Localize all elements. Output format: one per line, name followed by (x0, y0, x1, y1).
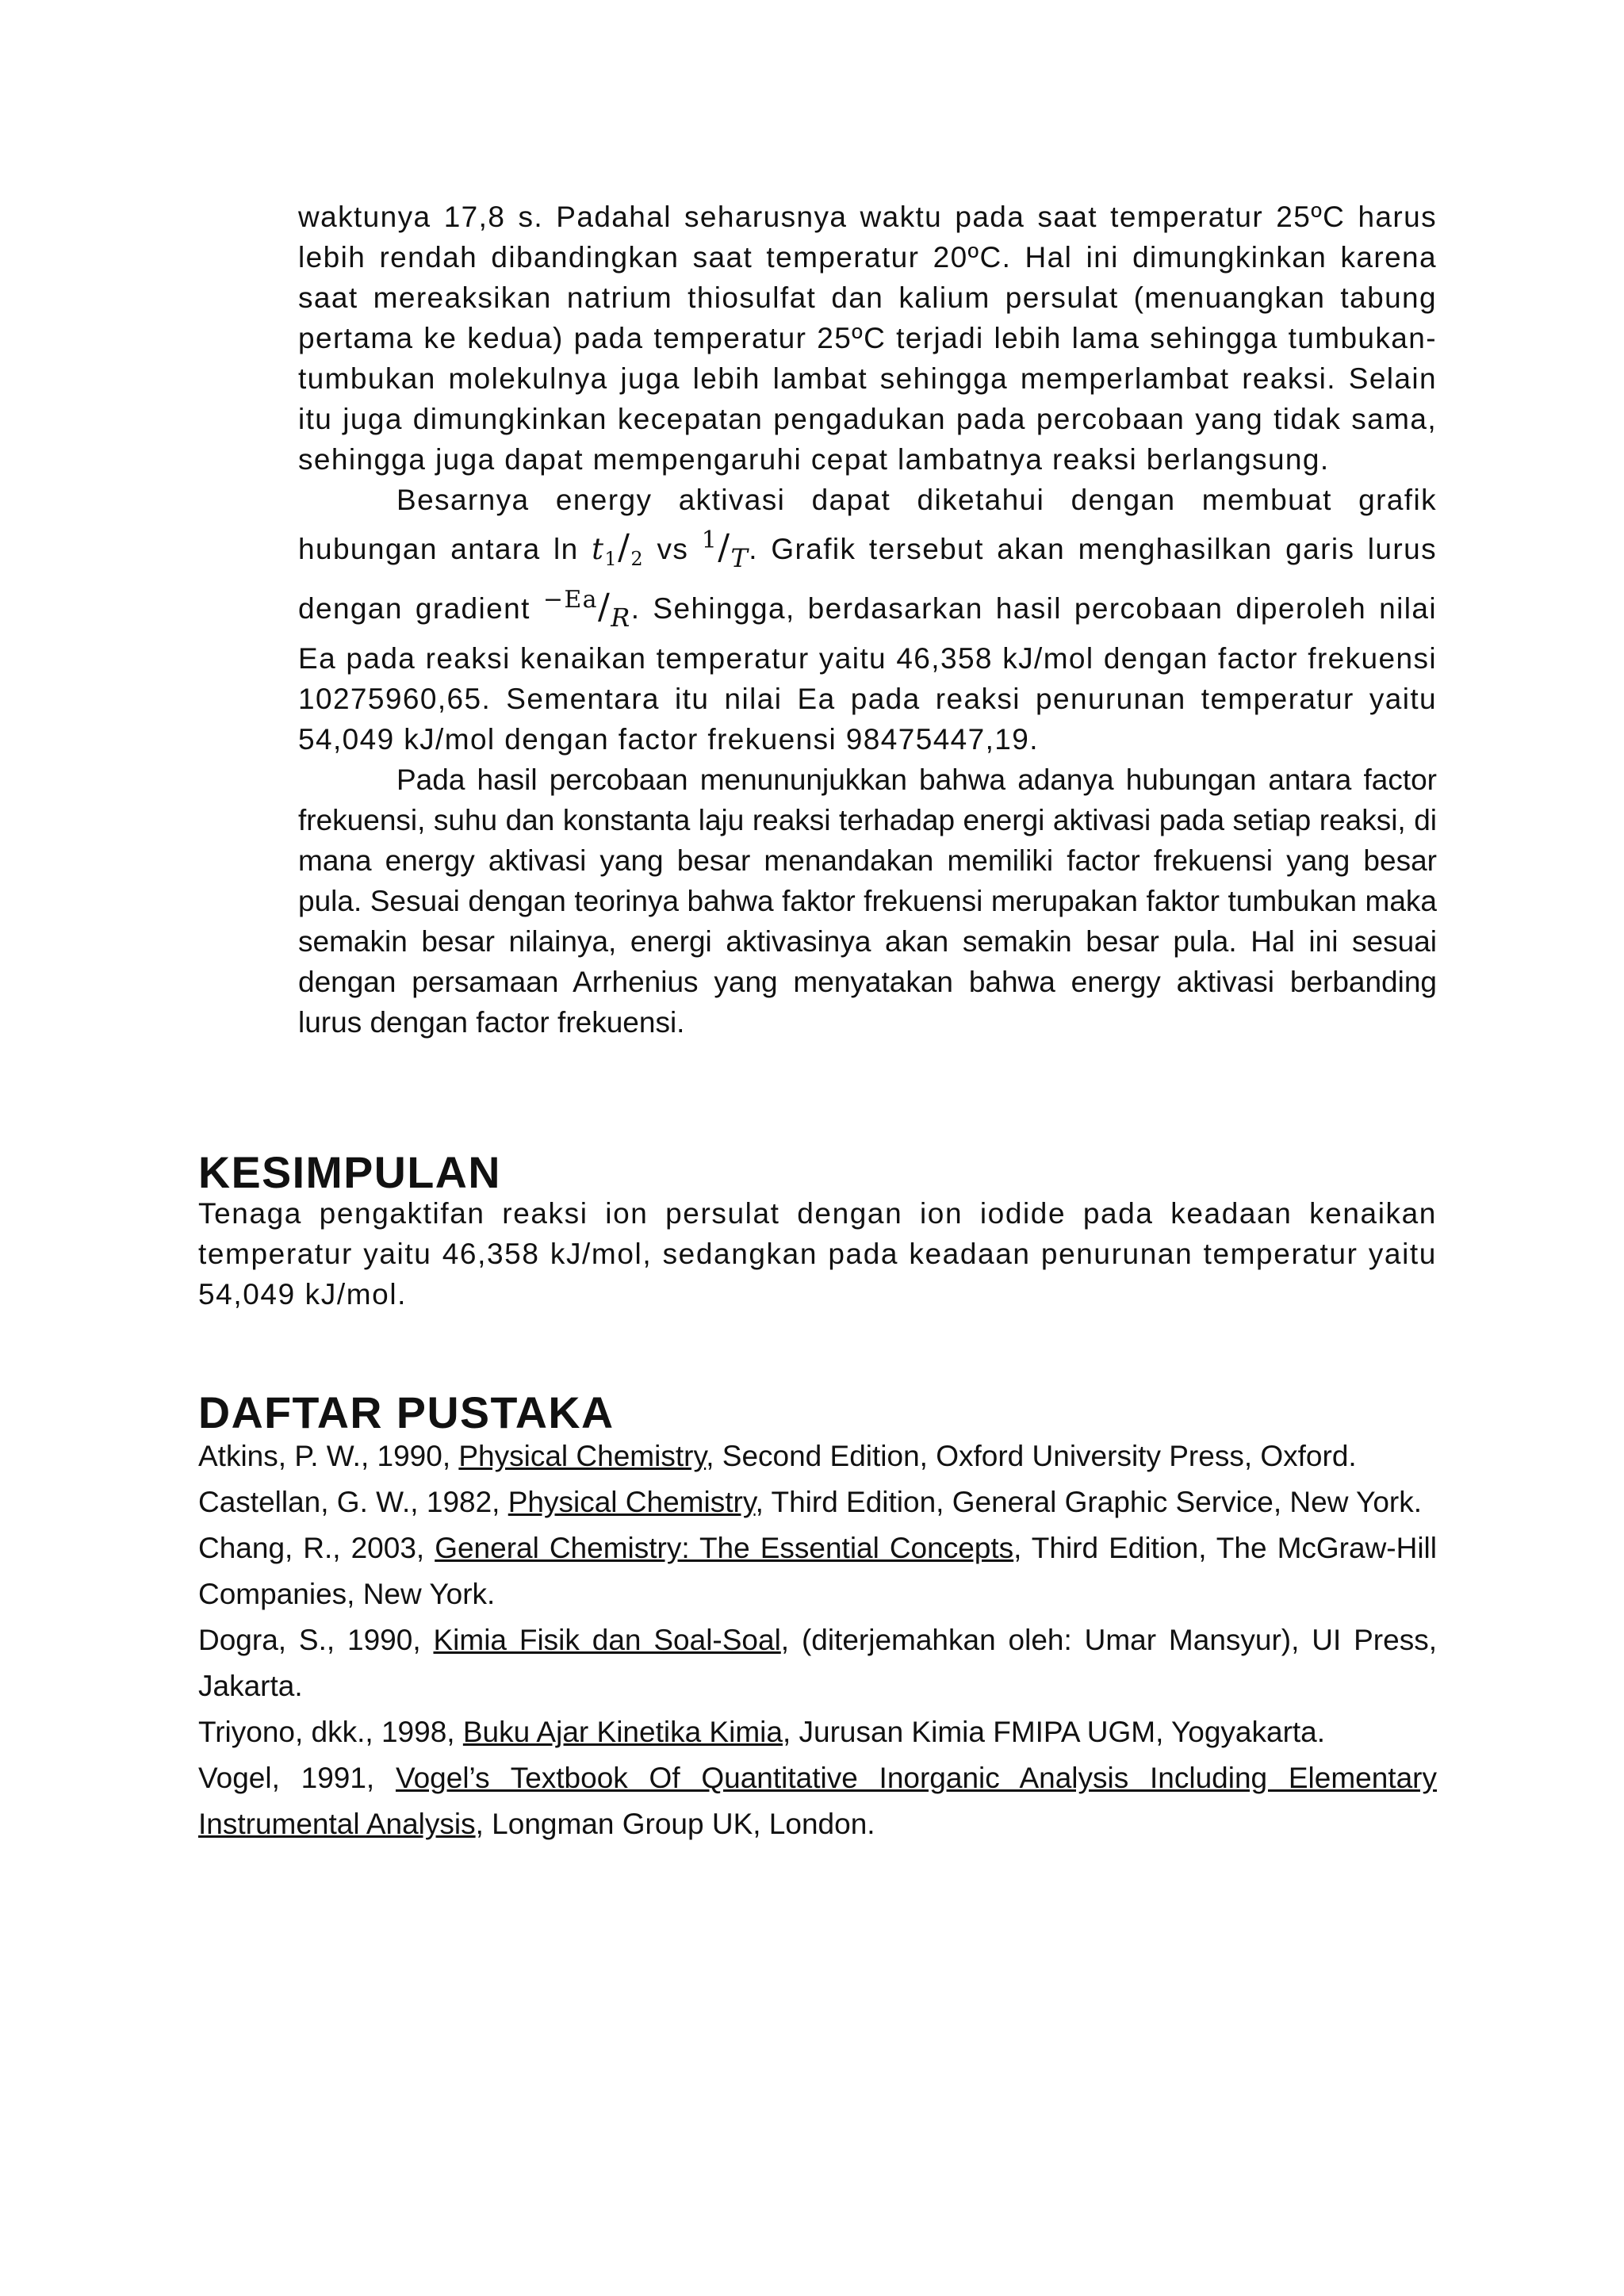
p2-text-b: . Grafik tersebut akan menghasilkan garis lurus dengan gradient (298, 533, 1437, 625)
p2-text-c: . Sehingga, berdasarkan hasil percobaan diperoleh nilai Ea pada reaksi kenaikan temperatur yaitu 46,358 kJ/mol dengan factor frekuensi 10275960,65. Sementara itu nilai Ea pada reaksi penurunan temperatur yaitu 54,049 kJ/mol dengan factor frekuensi 98475447,19. (298, 592, 1437, 756)
conclusion-section (198, 1148, 1437, 1314)
formula-half-life: $t_1/_2$ (592, 527, 644, 570)
reference-list (198, 1433, 1437, 1847)
conclusion-text: Tenaga pengaktifan reaksi ion persulat dengan ion iodide pada keadaan kenaikan temperatur yaitu 46,358 kJ/mol, sedangkan pada keadaan penurunan temperatur yaitu 54,049 kJ/mol. (198, 1197, 1437, 1311)
reference-title: Buku Ajar Kinetika Kimia (462, 1716, 783, 1748)
bibliography-section (198, 1388, 1437, 1847)
discussion-paragraph-1: waktunya 17,8 s. Padahal seharusnya waktu pada saat temperatur 25ºC harus lebih rendah dibandingkan saat temperatur 20ºC. Hal ini dimungkinkan karena saat mereaksikan natrium thiosulfat dan kalium persulat (menuangkan tabung pertama ke kedua) pada temperatur 25ºC terjadi lebih lama sehingga tumbukan-tumbukan molekulnya juga lebih lambat sehingga memperlambat reaksi. Selain itu juga dimungkinkan kecepatan pengadukan pada percobaan yang tidak sama, sehingga juga dapat mempengaruhi cepat lambatnya reaksi berlangsung. (298, 201, 1437, 476)
reference-item: Vogel, 1991, Vogel’s Textbook Of Quantitative Inorganic Analysis Including Elementary Instrumental Analysis, Longman Group UK, London. (198, 1762, 1437, 1840)
reference-item: Castellan, G. W., 1982, Physical Chemistry, Third Edition, General Graphic Service, New York. (198, 1486, 1423, 1518)
formula-gradient: $^{-Ea}$/R (542, 586, 631, 633)
p2-text-a: Besarnya energy aktivasi dapat diketahui dengan membuat grafik hubungan antara ln (298, 484, 1437, 565)
reference-title: Physical Chemistry (458, 1440, 707, 1472)
p2-vs: vs (657, 533, 689, 565)
bibliography-heading: DAFTAR PUSTAKA (198, 1388, 615, 1437)
reference-title: General Chemistry: The Essential Concepts (435, 1532, 1014, 1564)
conclusion-heading: KESIMPULAN (198, 1148, 501, 1197)
discussion-section (298, 197, 1437, 1043)
reference-title: Physical Chemistry (508, 1486, 756, 1518)
reference-item: Chang, R., 2003, General Chemistry: The Essential Concepts, Third Edition, The McGraw-Hill Companies, New York. (198, 1532, 1437, 1610)
reference-item: Dogra, S., 1990, Kimia Fisik dan Soal-Soal, (diterjemahkan oleh: Umar Mansyur), UI Press, Jakarta. (198, 1624, 1437, 1702)
discussion-paragraph-2 (298, 480, 1437, 760)
reference-item: Atkins, P. W., 1990, Physical Chemistry, Second Edition, Oxford University Press, Oxford. (198, 1440, 1357, 1472)
reference-item: Triyono, dkk., 1998, Buku Ajar Kinetika Kimia, Jurusan Kimia FMIPA UGM, Yogyakarta. (198, 1716, 1326, 1748)
reference-title: Vogel’s Textbook Of Quantitative Inorganic Analysis Including Elementary Instrumental Analysis (198, 1762, 1437, 1840)
formula-inverse-temperature: $^1$/T (701, 526, 749, 573)
discussion-paragraph-3: Pada hasil percobaan menununjukkan bahwa adanya hubungan antara factor frekuensi, suhu dan konstanta laju reaksi terhadap energi aktivasi pada setiap reaksi, di mana energy aktivasi yang besar menandakan memiliki factor frekuensi yang besar pula. Sesuai dengan teorinya bahwa faktor frekuensi merupakan faktor tumbukan maka semakin besar nilainya, energi aktivasinya akan semakin besar pula. Hal ini sesuai dengan persamaan Arrhenius yang menyatakan bahwa energy aktivasi berbanding lurus dengan factor frekuensi. (298, 763, 1437, 1039)
reference-title: Kimia Fisik dan Soal-Soal (433, 1624, 781, 1656)
